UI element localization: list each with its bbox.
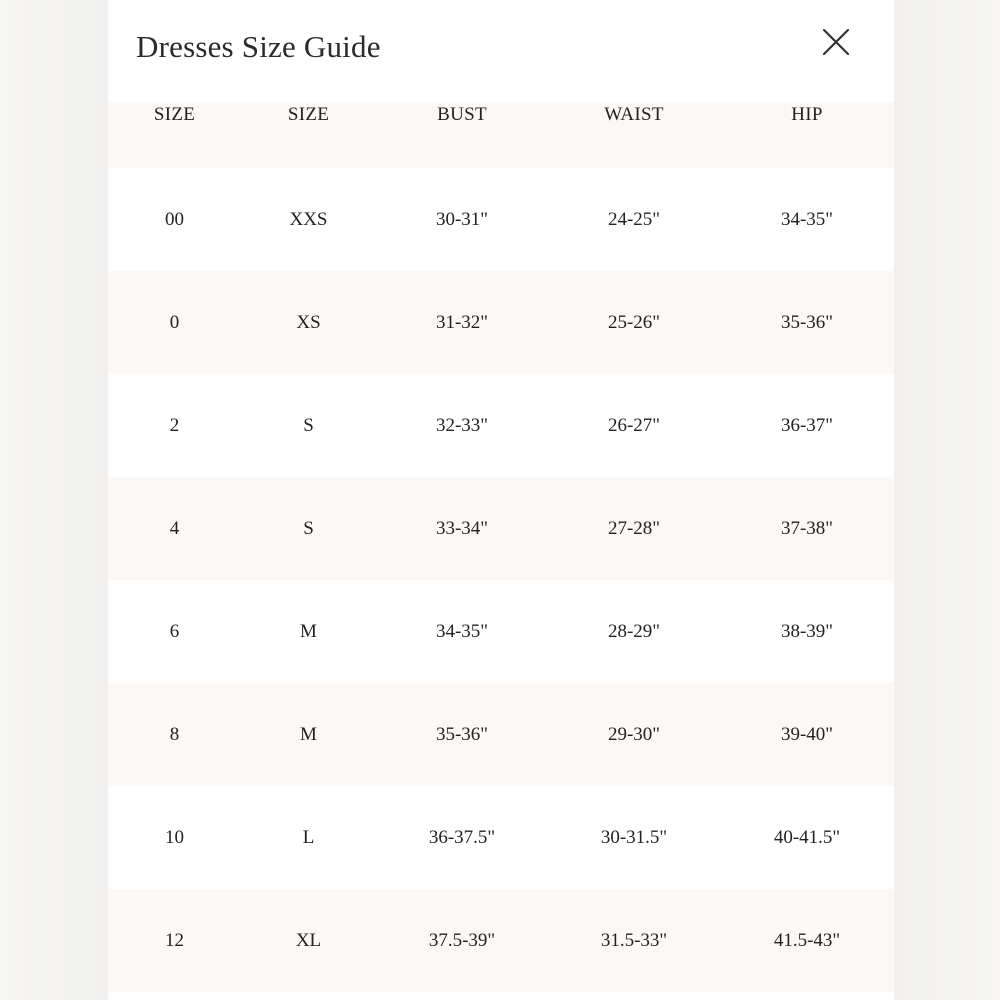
cell-hip: 35-36" — [780, 311, 834, 333]
cell-size-number: 00 — [165, 208, 184, 230]
table-header-row — [108, 102, 894, 168]
page-backdrop-right — [894, 0, 1000, 1000]
cell-waist: 29-30" — [607, 723, 661, 745]
cell-size-number: 4 — [169, 517, 180, 539]
cell-hip: 34-35" — [780, 208, 834, 230]
cell-size-number: 2 — [169, 414, 180, 436]
cell-size-letter: S — [303, 517, 314, 539]
cell-waist: 25-26" — [607, 311, 661, 333]
table-row — [108, 374, 894, 477]
cell-size-number: 0 — [169, 311, 180, 333]
cell-waist: 28-29" — [607, 620, 661, 642]
table-row — [108, 580, 894, 683]
modal-title: Dresses Size Guide — [136, 29, 381, 64]
table-row — [108, 271, 894, 374]
cell-hip: 39-40" — [780, 723, 834, 745]
header-hip: HIP — [791, 104, 823, 125]
cell-hip: 36-37" — [780, 414, 834, 436]
cell-waist: 27-28" — [607, 517, 661, 539]
cell-bust: 34-35" — [435, 620, 489, 642]
table-row — [108, 889, 894, 992]
close-icon — [816, 22, 856, 62]
cell-bust: 35-36" — [435, 723, 489, 745]
size-guide-modal — [108, 0, 894, 1000]
cell-hip: 40-41.5" — [773, 826, 841, 848]
cell-bust: 32-33" — [435, 414, 489, 436]
cell-hip: 41.5-43" — [773, 929, 841, 951]
header-bust: BUST — [437, 104, 487, 125]
cell-size-letter: S — [303, 414, 314, 436]
cell-waist: 30-31.5" — [600, 826, 668, 848]
modal-header — [108, 0, 894, 102]
cell-hip: 38-39" — [780, 620, 834, 642]
table-row — [108, 786, 894, 889]
size-table — [108, 102, 894, 992]
cell-bust: 33-34" — [435, 517, 489, 539]
cell-waist: 24-25" — [607, 208, 661, 230]
cell-bust: 36-37.5" — [428, 826, 496, 848]
page-backdrop-left — [0, 0, 108, 1000]
cell-size-letter: M — [300, 723, 317, 745]
cell-size-number: 10 — [165, 826, 184, 848]
cell-size-letter: M — [300, 620, 317, 642]
cell-size-number: 6 — [169, 620, 180, 642]
cell-size-number: 12 — [165, 929, 184, 951]
cell-size-number: 8 — [169, 723, 180, 745]
table-row — [108, 477, 894, 580]
cell-bust: 37.5-39" — [428, 929, 496, 951]
header-size-letter: SIZE — [287, 104, 330, 125]
cell-size-letter: XXS — [289, 208, 328, 230]
table-row — [108, 168, 894, 271]
cell-size-letter: XS — [296, 311, 321, 333]
table-row — [108, 683, 894, 786]
cell-size-letter: L — [302, 826, 315, 848]
cell-size-letter: XL — [295, 929, 322, 951]
cell-hip: 37-38" — [780, 517, 834, 539]
cell-bust: 31-32" — [435, 311, 489, 333]
cell-waist: 26-27" — [607, 414, 661, 436]
cell-bust: 30-31" — [435, 208, 489, 230]
cell-waist: 31.5-33" — [600, 929, 668, 951]
header-size-number: SIZE — [153, 104, 196, 125]
close-button[interactable] — [816, 22, 856, 62]
header-waist: WAIST — [604, 104, 664, 125]
